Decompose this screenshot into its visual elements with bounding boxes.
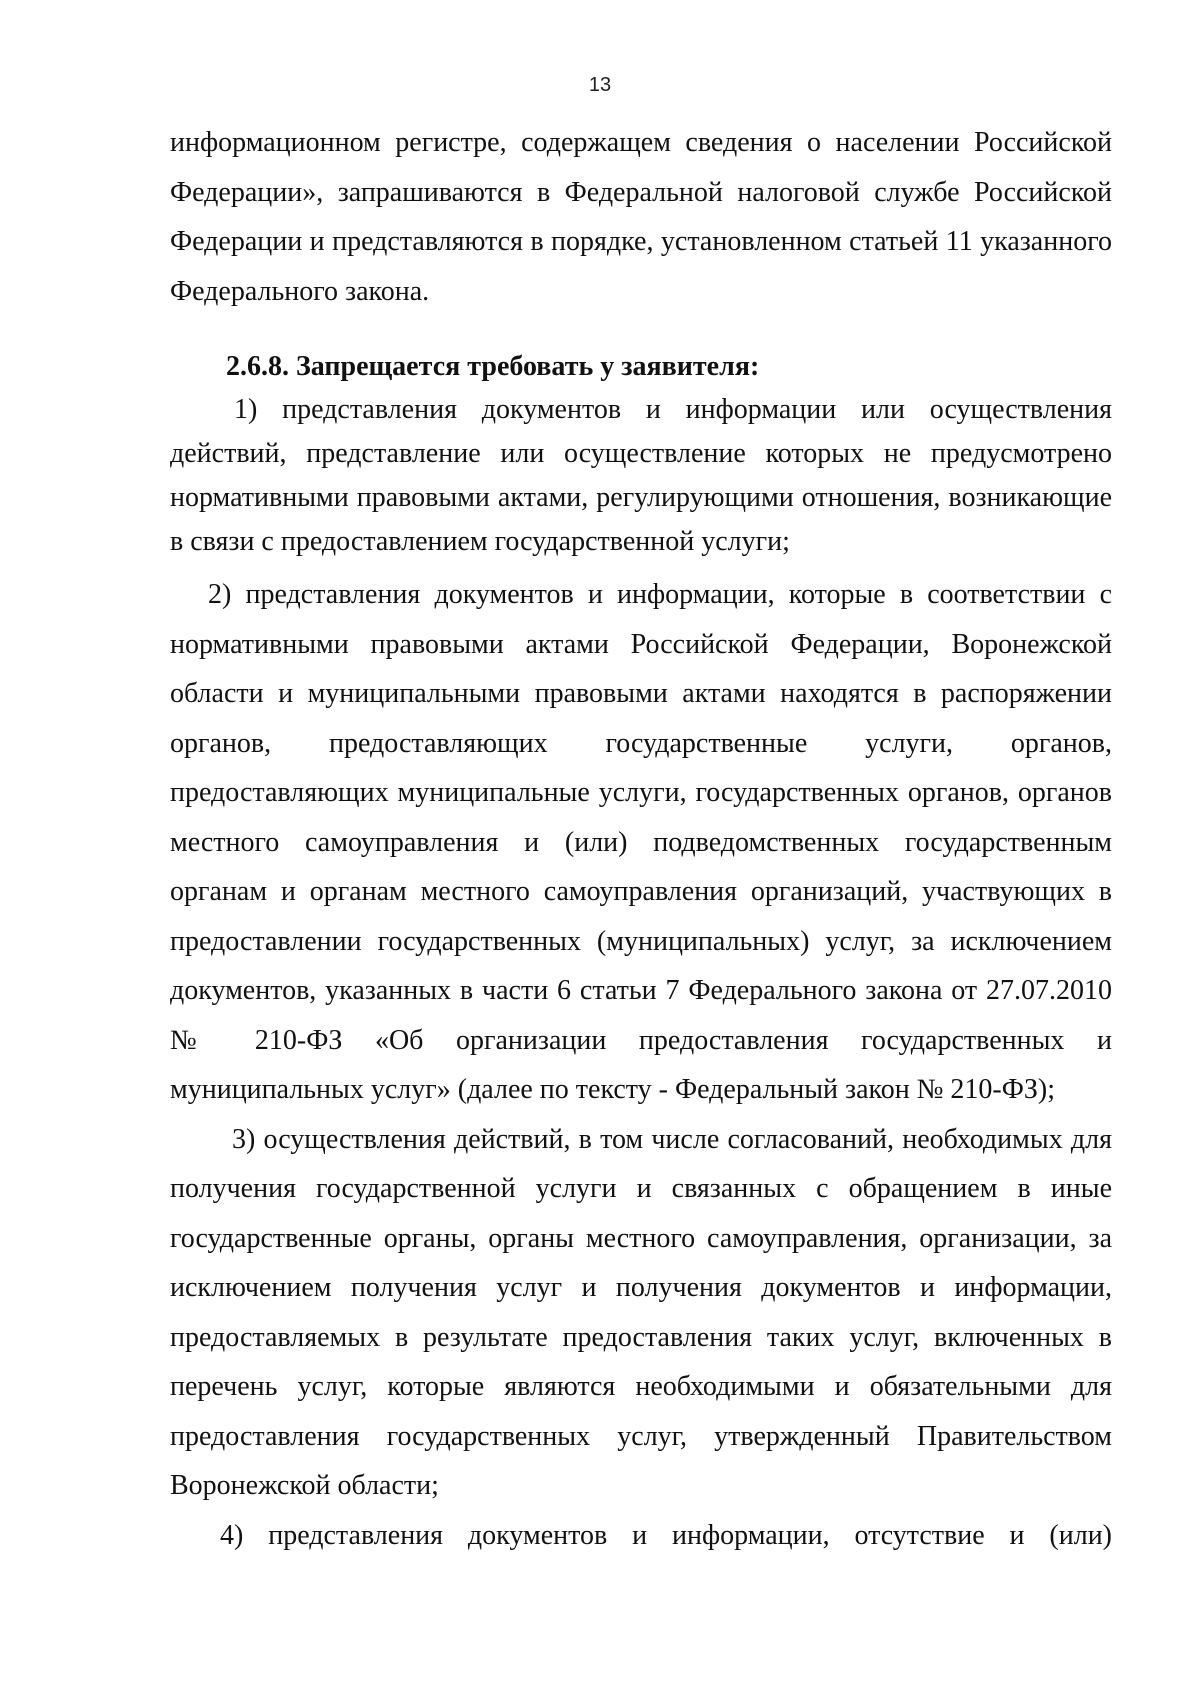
list-item-1: 1) представления документов и информации или осуществления действий, представление или осуществление которых не предусмотрено нормативными правовыми актами, регулирующими отношения, возникающие в связи с предоставлением государственной услуги; (170, 394, 1112, 557)
document-body (170, 118, 1112, 1560)
page-number: 13 (588, 74, 612, 96)
section-heading: 2.6.8. Запрещается требовать у заявителя: (226, 351, 760, 382)
list-item-2: 2) представления документов и информации, которые в соответствии с нормативными правовыми актами Российской Федерации, Воронежской области и муниципальными правовыми актами находятся в распоряжении органов, предоставляющих государственные услуги, органов, предоставляющих муниципальные услуги, государственных органов, органов местного самоуправления и (или) подведомственных государственным органам и органам местного самоуправления организаций, участвующих в предоставлении государственных (муниципальных) услуг, за исключением документов, указанных в части 6 статьи 7 Федерального закона от 27.07.2010 № 210-ФЗ «Об организации предоставления государственных и муниципальных услуг» (далее по тексту - Федеральный закон № 210-ФЗ); (170, 579, 1112, 1105)
list-item-4: 4) представления документов и информации, отсутствие и (или) (220, 1519, 1112, 1551)
paragraph-continuation: информационном регистре, содержащем сведения о населении Российской Федерации», запрашиваются в Федеральной налоговой службе Российской Федерации и представляются в порядке, установленном статьей 11 указанного Федерального закона. (170, 127, 1112, 307)
list-item-3: 3) осуществления действий, в том числе согласований, необходимых для получения государственной услуги и связанных с обращением в иные государственные органы, органы местного самоуправления, организации, за исключением получения услуг и получения документов и информации, предоставляемых в результате предоставления таких услуг, включенных в перечень услуг, которые являются необходимыми и обязательными для предоставления государственных услуг, утвержденный Правительством Воронежской области; (170, 1123, 1112, 1501)
